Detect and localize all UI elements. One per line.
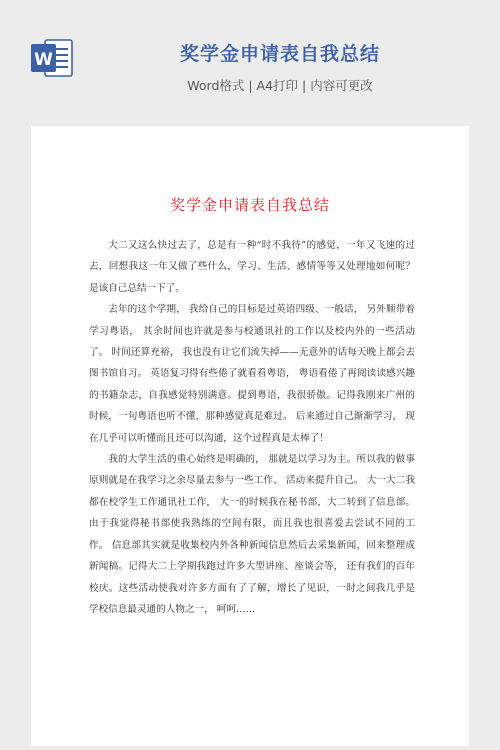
document-title: 奖学金申请表自我总结 [169, 196, 330, 214]
document-page [31, 126, 469, 746]
document-body [89, 235, 415, 620]
page-title: 奖学金申请表自我总结 [179, 43, 380, 65]
paragraph: 去年的这个学期， 我给自己的目标是过英语四级、一般话， 另外顺带着学习粤语， 其余时间也许就是参与校通讯社的工作以及校内外的一些活动了。 时间还算充裕， 我也没有让它们流失掉——无意外的话每天晚上都会去图书馆自习。 英语复习得有些倦了就看看粤语， 粤语看倦了再阅读读感兴趣的书籍杂志，自我感觉特别满意。提到粤语，我很骄傲。记得我刚来广州的时候，一句粤语也听不懂，那种感觉真是难过。 后来通过自己渐渐学习， 现在几乎可以听懂而且还可以沟通，这个过程真是太棒了！ [89, 304, 415, 444]
word-icon [30, 38, 74, 78]
paragraph: 大二又这么快过去了，总是有一种“时不我待”的感觉，一年又飞速的过去，回想我这一年又做了些什么，学习、生活、感情等等又处理地如何呢？是该自己总结一下了。 [89, 240, 415, 294]
paragraph: 我的大学生活的重心始终是明确的， 那就是以学习为主。所以我的做事原则就是在我学习之余尽量去参与一些工作、 活动来提升自己。 大一大二我都在校学生工作通讯社工作， 大一的时候我在秘书部，大二转到了信息部。由于我觉得秘书部使我熟练的空间有限，而且我也很喜爱去尝试不同的工作。 信息部其实就是收集校内外各种新闻信息然后去采集新闻，回来整理成新闻稿。记得大二上学期我跑过许多大型讲座、座谈会等， 还有我们的百年校庆。这些活动使我对许多方面有了了解，增长了见识，一时之间我几乎是学校信息最灵通的人物之一， 呵呵…… [89, 454, 415, 615]
header [0, 0, 500, 118]
page-subtitle: Word格式 | A4打印 | 内容可更改 [187, 78, 373, 93]
svg-text:W: W [34, 50, 53, 70]
